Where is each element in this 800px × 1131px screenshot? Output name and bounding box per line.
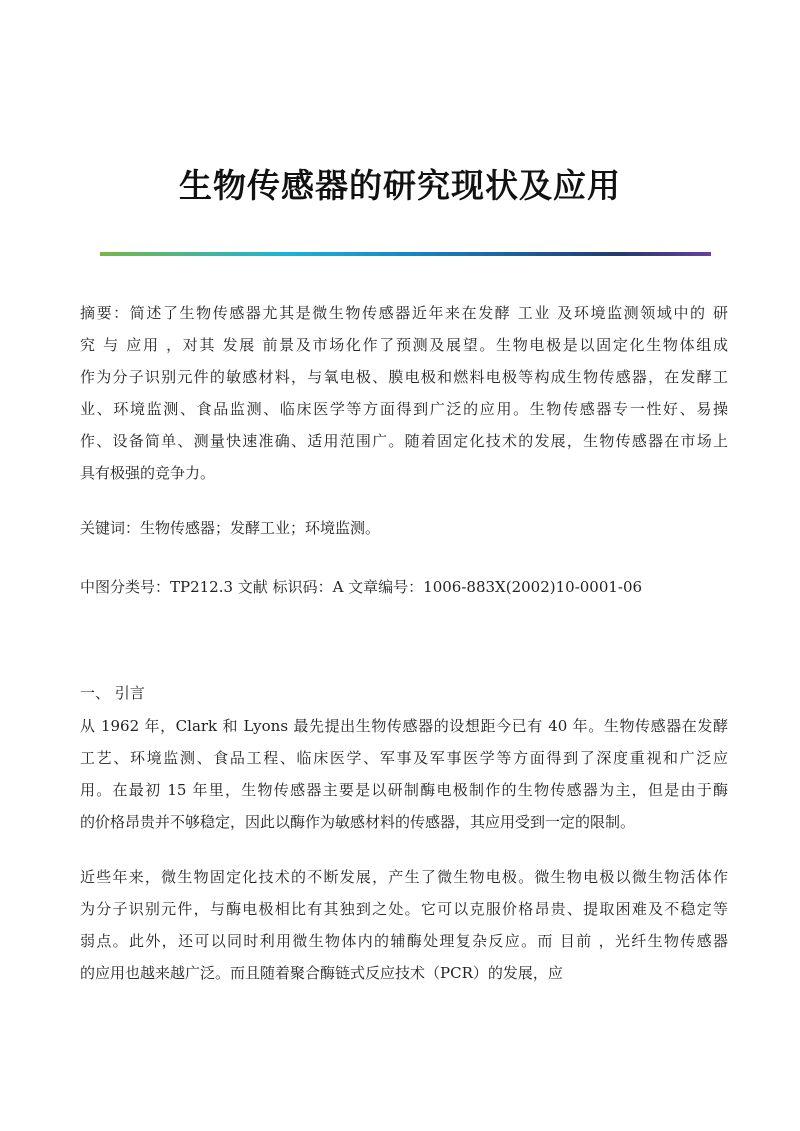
paragraph-line: 用。在最初 15 年里，生物传感器主要是以研制酶电极制作的生物传感器为主，但是由于酶 [80, 781, 728, 799]
abstract-line: 具有极强的竞争力。 [80, 464, 216, 482]
paragraph-1 [80, 710, 728, 838]
title-divider [100, 252, 711, 256]
abstract [80, 297, 728, 489]
paragraph-line: 近些年来，微生物固定化技术的不断发展，产生了微生物电极。微生物电极以微生物活体作 [80, 868, 728, 886]
keywords: 关键词：生物传感器；发酵工业；环境监测。 [80, 519, 381, 537]
abstract-line: 作、设备简单、测量快速准确、适用范围广。随着固定化技术的发展，生物传感器在市场上 [80, 432, 728, 450]
document-title: 生物传感器的研究现状及应用 [179, 166, 621, 205]
abstract-line: 作为分子识别元件的敏感材料，与氧电极、膜电极和燃料电极等构成生物传感器，在发酵工 [80, 368, 728, 386]
abstract-line: 摘要：简述了生物传感器尤其是微生物传感器近年来在发酵 工业 及环境监测领域中的 研 [80, 304, 728, 322]
paragraph-line: 从 1962 年，Clark 和 Lyons 最先提出生物传感器的设想距今已有 40 年。生物传感器在发酵 [80, 717, 728, 735]
paragraph-line: 工艺、环境监测、食品工程、临床医学、军事及军事医学等方面得到了深度重视和广泛应 [80, 749, 728, 767]
abstract-line: 业、环境监测、食品监测、临床医学等方面得到广泛的应用。生物传感器专一性好、易操 [80, 400, 728, 418]
paragraph-line: 的应用也越来越广泛。而且随着聚合酶链式反应技术（PCR）的发展，应 [80, 964, 563, 982]
paragraph-2 [80, 861, 728, 989]
section-heading: 一、 引言 [80, 684, 145, 702]
paragraph-line: 的价格昂贵并不够稳定，因此以酶作为敏感材料的传感器，其应用受到一定的限制。 [80, 813, 636, 831]
abstract-line: 究 与 应用 ，对其 发展 前景及市场化作了预测及展望。生物电极是以固定化生物体组成 [80, 336, 728, 354]
classification-info: 中图分类号：TP212.3 文献 标识码：A 文章编号：1006-883X(2002)10-0001-06 [80, 578, 643, 596]
paragraph-line: 为分子识别元件，与酶电极相比有其独到之处。它可以克服价格昂贵、提取困难及不稳定等 [80, 900, 728, 918]
paragraph-line: 弱点。此外，还可以同时利用微生物体内的辅酶处理复杂反应。而 目前 ，光纤生物传感器 [80, 932, 728, 950]
